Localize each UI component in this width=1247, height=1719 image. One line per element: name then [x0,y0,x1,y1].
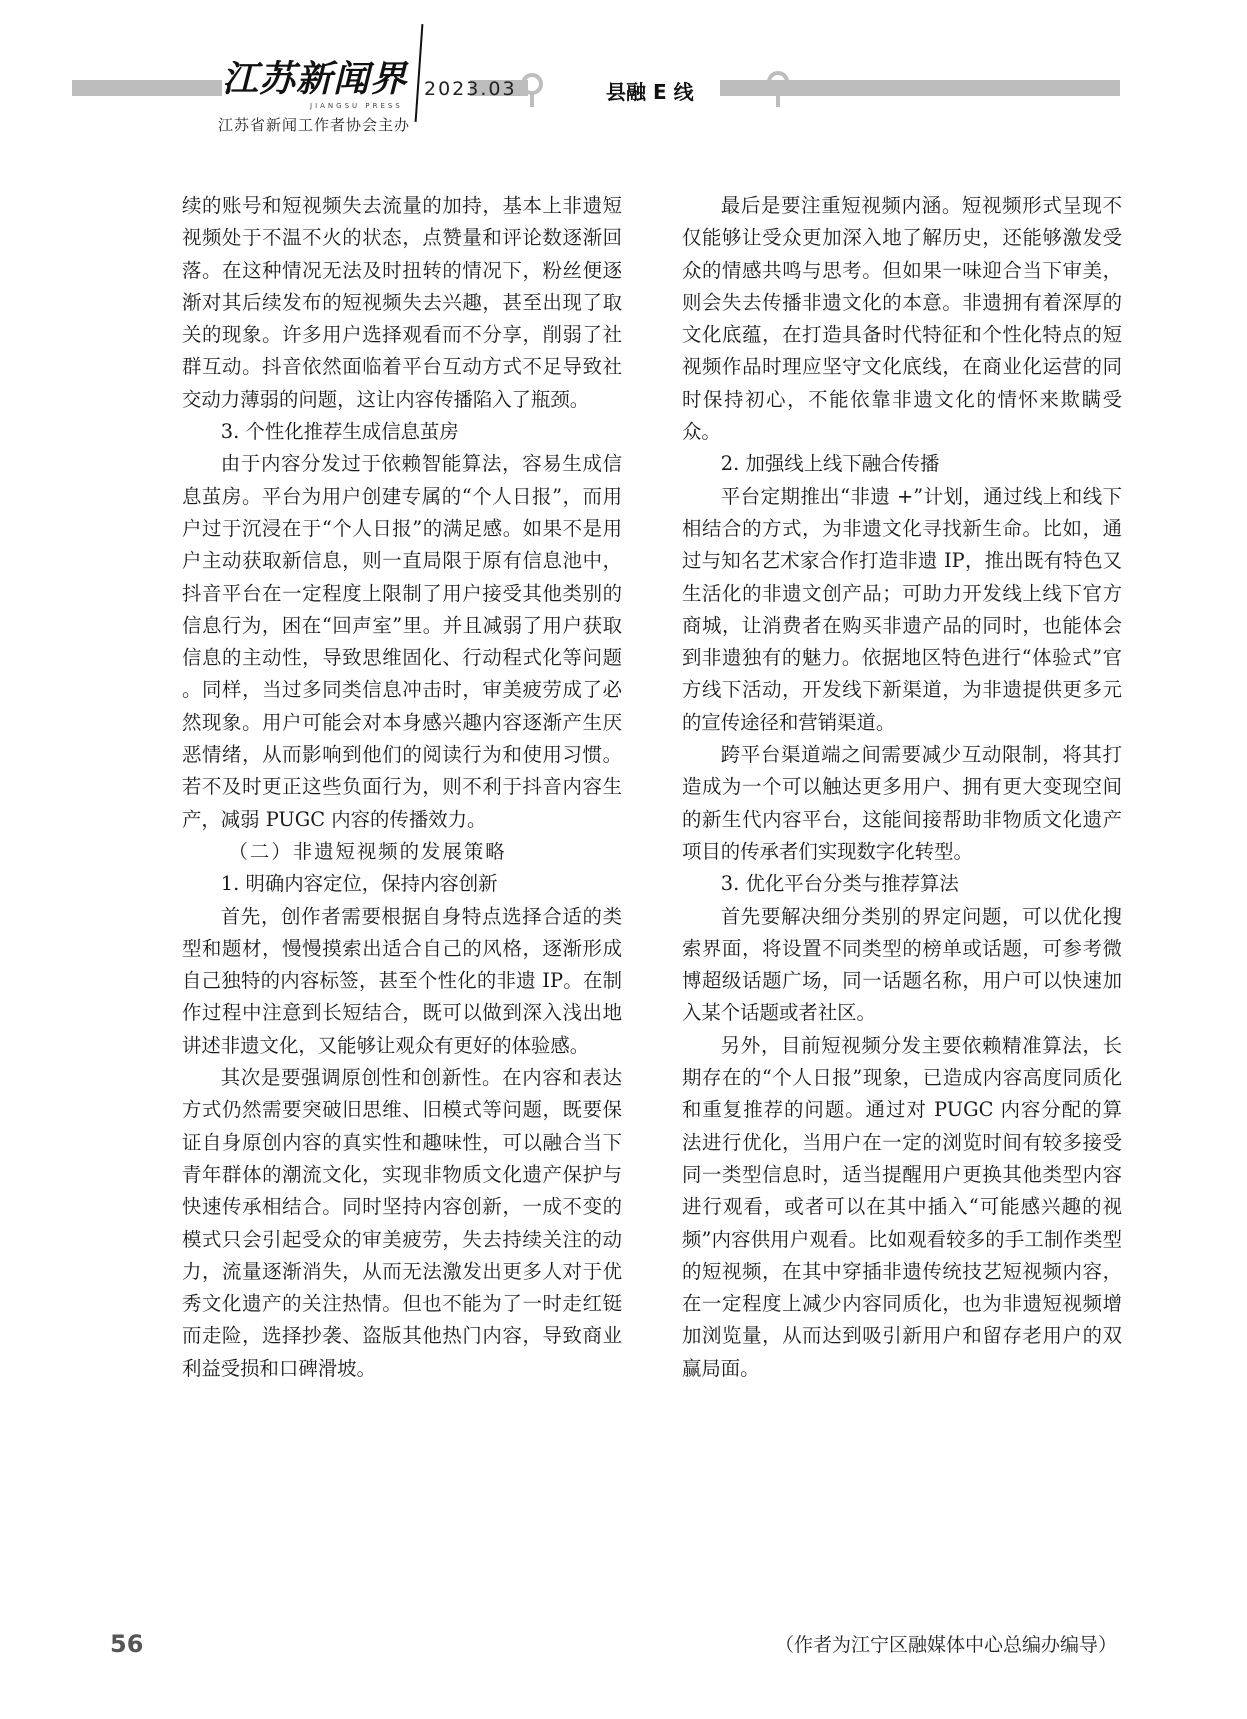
subheading: 1. 明确内容定位，保持内容创新 [220,872,498,896]
subheading: 2. 加强线上线下融合传播 [720,452,940,476]
subheading: 3. 个性化推荐生成信息茧房 [220,420,459,444]
issue-number: 2023.03 [424,78,517,100]
body-paragraph: 平台定期推出“非遗 +”计划，通过线上和线下相结合的方式，为非遗文化寻找新生命。比如，通过与知名艺术家合作打造非遗 IP，推出既有特色又生活化的非遗文创产品；可助力开发线上线下官方商城，让消费者在购买非遗产品的同时，也能体会到非遗独有的魅力。依据地区特色进行“体验式”官方线下活动，开发线下新渠道，为非遗提供更多元的宣传途径和营销渠道。 [682,484,1122,734]
magazine-logo: 江苏新闻界 [222,59,408,100]
location-pin-icon [766,70,790,108]
publisher-line: 江苏省新闻工作者协会主办 [218,116,411,134]
author-byline: （作者为江宁区融媒体中心总编办编导） [774,1634,1117,1656]
body-paragraph: 另外，目前短视频分发主要依赖精准算法，长期存在的“个人日报”现象，已造成内容高度同质化和重复推荐的问题。通过对 PUGC 内容分配的算法进行优化，当用户在一定的浏览时间有较多接受同一类型信息时，适当提醒用户更换其他类型内容进行观看，或者可以在其中插入“可能感兴趣的视频”内容供用户观看。比如观看较多的手工制作类型的短视频，在其中穿插非遗传统技艺短视频内容，在一定程度上减少内容同质化，也为非遗短视频增加浏览量，从而达到吸引新用户和留存老用户的双赢局面。 [682,1033,1122,1380]
right-column [682,190,1122,1385]
magazine-logo-subtext: JIANGSU PRESS [310,102,403,110]
subheading: 3. 优化平台分类与推荐算法 [720,872,959,896]
location-pin-icon [520,72,544,108]
body-paragraph: 由于内容分发过于依赖智能算法，容易生成信息茧房。平台为用户创建专属的“个人日报”，而用户过于沉浸在于“个人日报”的满足感。如果不是用户主动获取新信息，则一直局限于原有信息池中，抖音平台在一定程度上限制了用户接受其他类别的信息行为，困在“回声室”里。并且减弱了用户获取信息的主动性，导致思维固化、行动程式化等问题 。同样，当过多同类信息冲击时，审美疲劳成了必然现象。用户可能会对本身感兴趣内容逐渐产生厌恶情绪，从而影响到他们的阅读行为和使用习惯。若不及时更正这些负面行为，则不利于抖音内容生产，减弱 PUGC 内容的传播效力。 [182,452,622,831]
body-paragraph: 其次是要强调原创性和创新性。在内容和表达方式仍然需要突破旧思维、旧模式等问题，既要保证自身原创内容的真实性和趣味性，可以融合当下青年群体的潮流文化，实现非物质文化遗产保护与快速传承相结合。同时坚持内容创新，一成不变的模式只会引起受众的审美疲劳，失去持续关注的动力，流量逐渐消失，从而无法激发出更多人对于优秀文化遗产的关注热情。但也不能为了一时走红铤而走险，选择抄袭、盗版其他热门内容，导致商业利益受损和口碑滑坡。 [182,1066,622,1380]
header-bar-left [72,80,222,96]
body-paragraph: 续的账号和短视频失去流量的加持，基本上非遗短视频处于不温不火的状态，点赞量和评论数逐渐回落。在这种情况无法及时扭转的情况下，粉丝便逐渐对其后续发布的短视频失去兴趣，甚至出现了取关的现象。许多用户选择观看而不分享，削弱了社群互动。抖音依然面临着平台互动方式不足导致社交动力薄弱的问题，这让内容传播陷入了瓶颈。 [182,194,622,411]
left-column [182,190,622,1385]
section-title: 县融 E 线 [606,80,694,104]
page-number: 56 [110,1630,144,1658]
body-paragraph: 首先，创作者需要根据自身特点选择合适的类型和题材，慢慢摸索出适合自己的风格，逐渐形成自己独特的内容标签，甚至个性化的非遗 IP。在制作过程中注意到长短结合，既可以做到深入浅出地讲述非遗文化，又能够让观众有更好的体验感。 [182,904,622,1057]
body-paragraph: 跨平台渠道端之间需要减少互动限制，将其打造成为一个可以触达更多用户、拥有更大变现空间的新生代内容平台，这能间接帮助非物质文化遗产项目的传承者们实现数字化转型。 [682,743,1122,863]
body-paragraph: 首先要解决细分类别的界定问题，可以优化搜索界面，将设置不同类型的榜单或话题，可参考微博超级话题广场，同一话题名称，用户可以快速加入某个话题或者社区。 [682,904,1122,1025]
header-divider [415,24,424,122]
body-paragraph: 最后是要注重短视频内涵。短视频形式呈现不仅能够让受众更加深入地了解历史，还能够激发受众的情感共鸣与思考。但如果一味迎合当下审美，则会失去传播非遗文化的本意。非遗拥有着深厚的文化底蕴，在打造具备时代特征和个性化特点的短视频作品时理应坚守文化底线，在商业化运营的同时保持初心，不能依靠非遗文化的情怀来欺瞒受众。 [682,194,1122,444]
section-heading: （二）非遗短视频的发展策略 [228,839,507,863]
